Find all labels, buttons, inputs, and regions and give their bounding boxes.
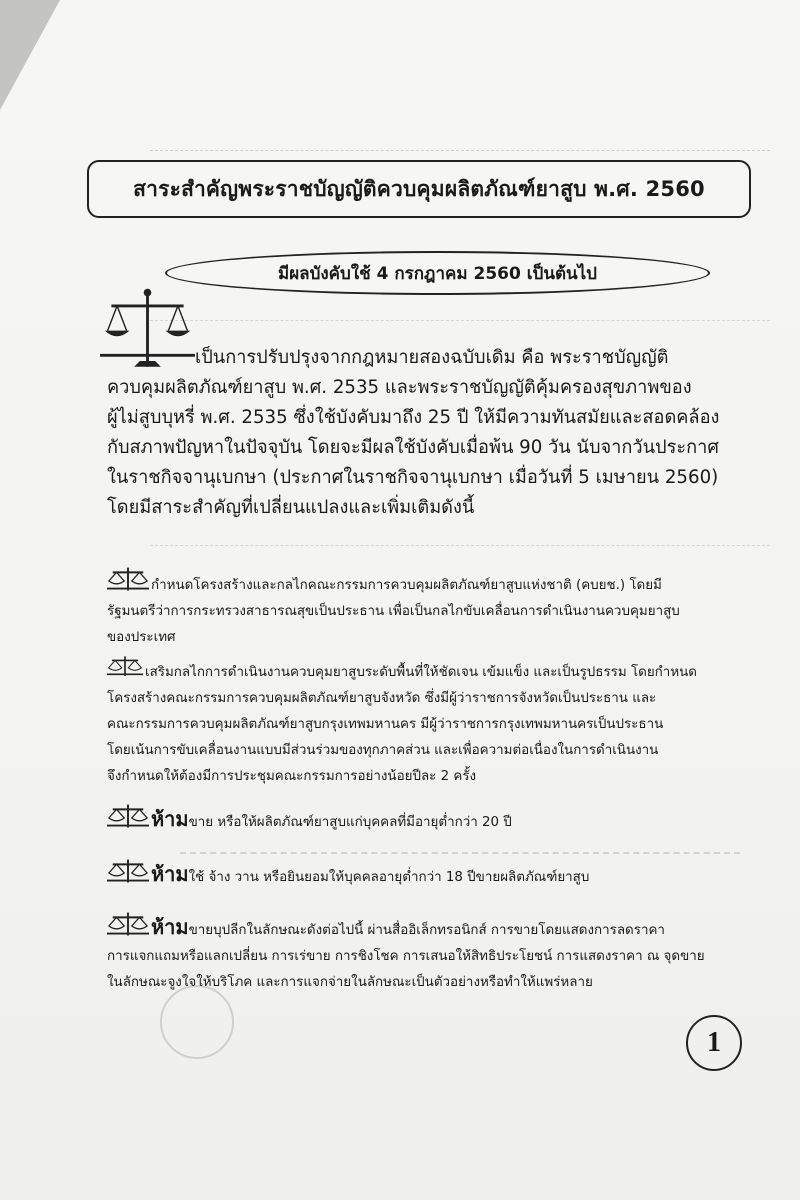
scales-of-justice-icon: [107, 652, 143, 682]
item-text: ในลักษณะจูงใจให้บริโภค และการแจกจ่ายในลักษณะเป็นตัวอย่างหรือทำให้แพร่หลาย: [107, 975, 593, 990]
list-item: [107, 565, 767, 651]
prohibition-label: ห้าม: [151, 807, 189, 831]
scales-of-justice-icon: [107, 802, 149, 832]
bleed-through-seal: [160, 985, 234, 1059]
effective-date: มีผลบังคับใช้ 4 กรกฎาคม 2560 เป็นต้นไป: [278, 263, 597, 284]
prohibition-label: ห้าม: [151, 862, 189, 886]
item-text: รัฐมนตรีว่าการกระทรวงสาธารณสุขเป็นประธาน เพื่อเป็นกลไกขับเคลื่อนการดำเนินงานควบคุมยาสูบ: [107, 604, 680, 619]
intro-line: เป็นการปรับปรุงจากกฎหมายสองฉบับเดิม คือ พระราชบัญญัติ: [195, 347, 669, 368]
list-item: [107, 652, 767, 790]
document-title: สาระสำคัญพระราชบัญญัติควบคุมผลิตภัณฑ์ยาสูบ พ.ศ. 2560: [133, 176, 705, 201]
title-box: [87, 160, 751, 218]
intro-paragraph: [107, 343, 767, 523]
bleed-through-line: [150, 320, 770, 333]
page-number-badge: [686, 1015, 742, 1071]
item-text: กำหนดโครงสร้างและกลไกคณะกรรมการควบคุมผลิตภัณฑ์ยาสูบแห่งชาติ (คบยช.) โดยมี: [151, 578, 662, 593]
item-text: ใช้ จ้าง วาน หรือยินยอมให้บุคคลอายุต่ำกว่า 18 ปีขายผลิตภัณฑ์ยาสูบ: [188, 870, 590, 885]
item-text: ของประเทศ: [107, 630, 176, 645]
intro-line: ควบคุมผลิตภัณฑ์ยาสูบ พ.ศ. 2535 และพระราชบัญญัติคุ้มครองสุขภาพของ: [107, 377, 692, 398]
intro-line: ในราชกิจจานุเบกษา (ประกาศในราชกิจจานุเบกษา เมื่อวันที่ 5 เมษายน 2560): [107, 467, 719, 488]
scales-of-justice-icon: [107, 565, 149, 595]
item-text: เสริมกลไกการดำเนินงานควบคุมยาสูบระดับพื้นที่ให้ชัดเจน เข้มแข็ง และเป็นรูปธรรม โดยกำหนด: [145, 665, 697, 680]
item-text: คณะกรรมการควบคุมผลิตภัณฑ์ยาสูบกรุงเทพมหานคร มีผู้ว่าราชการกรุงเทพมหานครเป็นประธาน: [107, 717, 664, 732]
folded-corner-shadow: [0, 0, 60, 110]
scales-of-justice-icon: [107, 857, 149, 887]
item-text: โครงสร้างคณะกรรมการควบคุมผลิตภัณฑ์ยาสูบจังหวัด ซึ่งมีผู้ว่าราชการจังหวัดเป็นประธาน และ: [107, 691, 657, 706]
item-text: การแจกแถมหรือแลกเปลี่ยน การเร่ขาย การชิงโชค การเสนอให้สิทธิประโยชน์ การแสดงราคา ณ จุดขาย: [107, 949, 705, 964]
intro-line: กับสภาพปัญหาในปัจจุบัน โดยจะมีผลใช้บังคับเมื่อพ้น 90 วัน นับจากวันประกาศ: [107, 437, 719, 458]
bleed-through-line: [150, 545, 770, 558]
effective-date-oval: [165, 251, 710, 295]
item-text: ขาย หรือให้ผลิตภัณฑ์ยาสูบแก่บุคคลที่มีอายุต่ำกว่า 20 ปี: [188, 815, 512, 830]
list-item: [107, 802, 767, 836]
list-item: [107, 857, 767, 891]
item-text: โดยเน้นการขับเคลื่อนงานแบบมีส่วนร่วมของทุกภาคส่วน และเพื่อความต่อเนื่องในการดำเนินงาน: [107, 743, 659, 758]
item-text: จึงกำหนดให้ต้องมีการประชุมคณะกรรมการอย่างน้อยปีละ 2 ครั้ง: [107, 769, 477, 784]
scales-of-justice-icon: [107, 910, 149, 940]
list-item: [107, 910, 767, 996]
item-text: ขายบุปลีกในลักษณะดังต่อไปนี้ ผ่านสื่ออิเล็กทรอนิกส์ การขายโดยแสดงการลดราคา: [188, 923, 665, 938]
intro-line: โดยมีสาระสำคัญที่เปลี่ยนแปลงและเพิ่มเติมดังนี้: [107, 497, 475, 518]
page-number: 1: [707, 1027, 721, 1058]
prohibition-label: ห้าม: [151, 915, 189, 939]
intro-line: ผู้ไม่สูบบุหรี่ พ.ศ. 2535 ซึ่งใช้บังคับมาถึง 25 ปี ให้มีความทันสมัยและสอดคล้อง: [107, 407, 720, 428]
